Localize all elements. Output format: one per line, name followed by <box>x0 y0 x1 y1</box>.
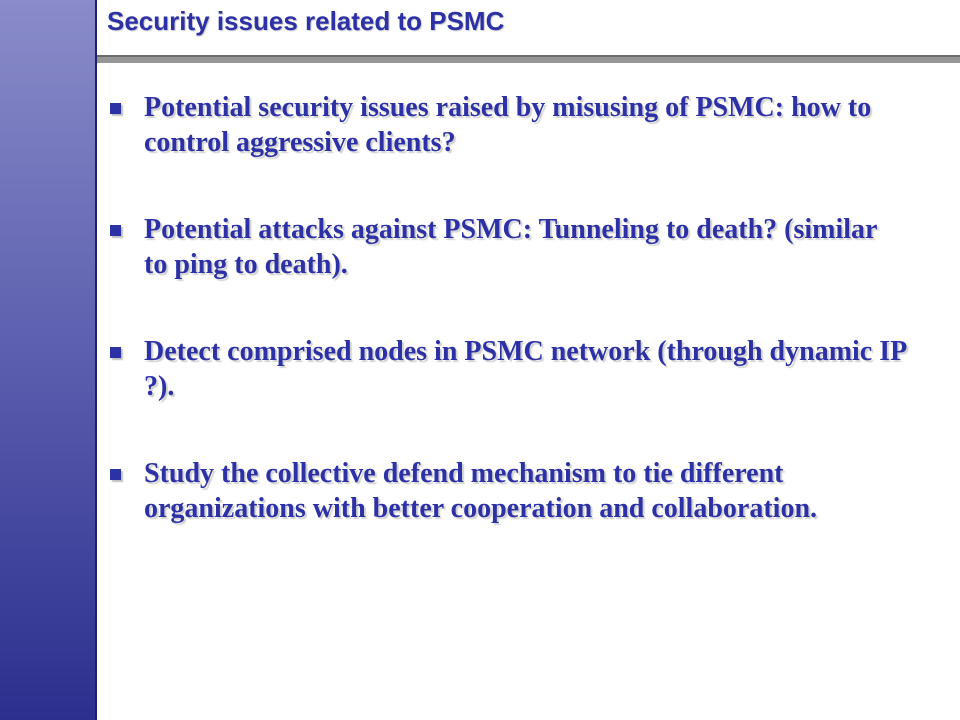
square-bullet-icon <box>110 225 121 236</box>
square-bullet-icon <box>110 103 121 114</box>
bullet-text: Potential security issues raised by misusing of PSMC: how to control aggressive clients? <box>144 92 872 158</box>
bullet-text: Study the collective defend mechanism to tie different organizations with better cooperation and collaboration. <box>144 458 818 524</box>
bullet-item-4 <box>106 456 906 526</box>
slide-title: Security issues related to PSMC <box>107 6 505 36</box>
bullet-list <box>106 90 906 578</box>
bullet-item-2 <box>106 212 906 282</box>
square-bullet-icon <box>110 469 121 480</box>
side-bar-edge <box>95 0 97 720</box>
bullet-item-3 <box>106 334 906 404</box>
bullet-text: Detect comprised nodes in PSMC network (through dynamic IP ?). <box>144 336 906 402</box>
decorative-side-bar <box>0 0 95 720</box>
square-bullet-icon <box>110 347 121 358</box>
bullet-item-1 <box>106 90 906 160</box>
bullet-text: Potential attacks against PSMC: Tunneling to death? (similar to ping to death). <box>144 214 877 280</box>
title-underline-rule-shadow <box>97 55 960 57</box>
